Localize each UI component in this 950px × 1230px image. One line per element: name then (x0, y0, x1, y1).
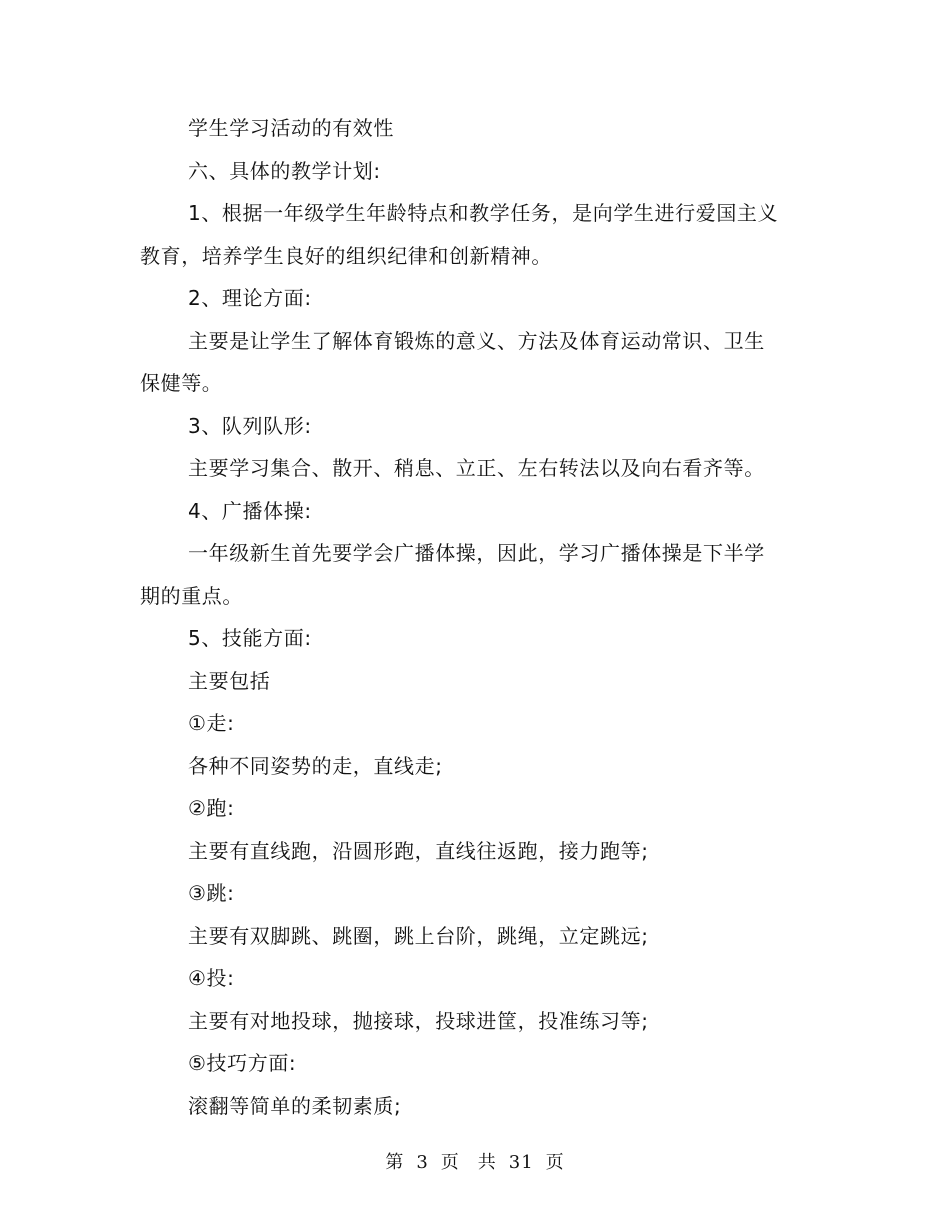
text-line: 学生学习活动的有效性 (188, 116, 394, 140)
page-footer (0, 1150, 950, 1176)
text-line: 各种不同姿势的走，直线走; (188, 754, 443, 778)
item-heading: 2、理论方面: (188, 286, 312, 310)
footer-total-word: 共 (477, 1152, 497, 1173)
current-page-number: 3 (416, 1152, 429, 1173)
item-heading: 4、广播体操: (188, 499, 312, 523)
text-line: 主要有对地投球，抛接球，投球进筐，投准练习等; (188, 1009, 649, 1033)
sub-item-heading: ⑤技巧方面: (188, 1051, 297, 1075)
sub-item-heading: ③跳: (188, 881, 235, 905)
text-line: 主要学习集合、散开、稍息、立正、左右转法以及向右看齐等。 (188, 456, 765, 480)
sub-item-heading: ①走: (188, 711, 235, 735)
total-page-number: 31 (508, 1152, 534, 1173)
text-line: 主要有双脚跳、跳圈，跳上台阶，跳绳，立定跳远; (188, 924, 649, 948)
sub-item-heading: ④投: (188, 966, 235, 990)
item-heading: 3、队列队形: (188, 414, 312, 438)
footer-page-word: 页 (440, 1152, 460, 1173)
item-heading: 5、技能方面: (188, 626, 312, 650)
text-line: 主要是让学生了解体育锻炼的意义、方法及体育运动常识、卫生 (188, 329, 765, 353)
section-heading: 六、具体的教学计划: (188, 159, 381, 183)
text-line: 主要包括 (188, 669, 271, 693)
text-line: 教育，培养学生良好的组织纪律和创新精神。 (140, 244, 552, 268)
text-line: 滚翻等简单的柔韧素质; (188, 1094, 402, 1118)
text-line: 期的重点。 (140, 584, 243, 608)
text-line: 主要有直线跑，沿圆形跑，直线往返跑，接力跑等; (188, 839, 649, 863)
footer-suffix: 页 (545, 1152, 565, 1173)
text-line: 一年级新生首先要学会广播体操，因此，学习广播体操是下半学 (188, 541, 765, 565)
text-line: 保健等。 (140, 371, 223, 395)
sub-item-heading: ②跑: (188, 796, 235, 820)
text-line: 1、根据一年级学生年龄特点和教学任务，是向学生进行爱国主义 (188, 201, 779, 225)
footer-prefix: 第 (385, 1152, 405, 1173)
